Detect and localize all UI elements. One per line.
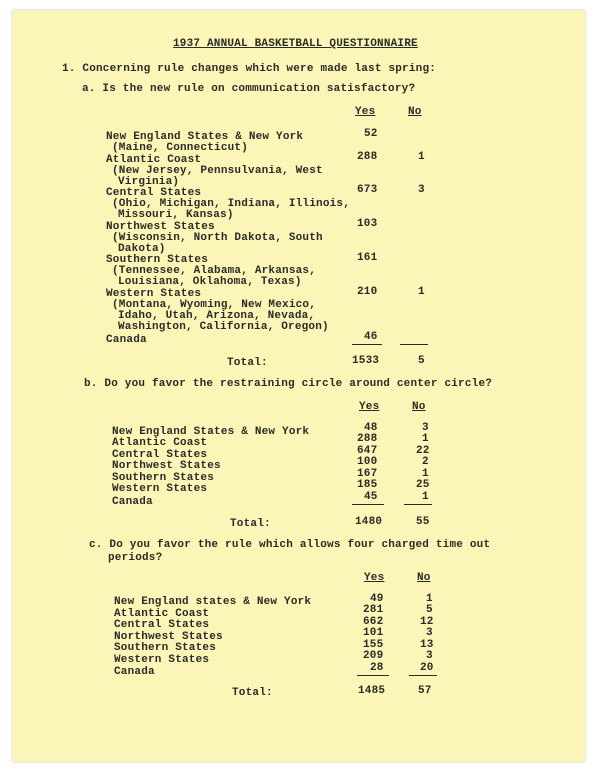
a-line: Atlantic Coast [106, 154, 202, 166]
b-region: Central States [112, 449, 208, 461]
a-line: Idaho, Utah, Arizona, Nevada, [118, 310, 316, 322]
a-line: Missouri, Kansas) [118, 209, 234, 221]
c-no-value: 13 [420, 639, 434, 651]
c-total-yes: 1485 [358, 685, 386, 697]
a-yes-header: Yes [355, 106, 376, 118]
c-yes-total-rule [357, 675, 389, 676]
c-yes-header: Yes [364, 572, 385, 584]
c-yes-value: 155 [363, 639, 384, 651]
b-yes-total-rule [352, 504, 384, 505]
a-yes-value: 46 [364, 331, 378, 343]
a-total-yes: 1533 [352, 355, 380, 367]
b-no-value: 1 [422, 468, 429, 480]
c-total-label: Total: [232, 687, 273, 699]
a-line: (New Jersey, Pennsulvania, West [112, 165, 323, 177]
a-line: (Tennessee, Alabama, Arkansas, [112, 265, 317, 277]
b-region: Northwest States [112, 460, 221, 472]
c-yes-value: 209 [363, 650, 384, 662]
c-no-value: 3 [426, 627, 433, 639]
c-region: Canada [114, 666, 155, 678]
a-yes-value: 288 [357, 151, 378, 163]
b-yes-value: 167 [357, 468, 378, 480]
c-no-value: 12 [420, 616, 434, 628]
b-yes-value: 185 [357, 479, 378, 491]
a-line: (Maine, Connecticut) [112, 142, 249, 154]
a-line: Washington, California, Oregon) [118, 321, 329, 333]
c-no-value: 20 [420, 662, 434, 674]
b-no-value: 1 [422, 491, 429, 503]
b-no-value: 3 [422, 422, 429, 434]
a-line: Louisiana, Oklahoma, Texas) [118, 276, 302, 288]
b-yes-value: 48 [364, 422, 378, 434]
b-no-value: 25 [416, 479, 430, 491]
a-total-label: Total: [227, 357, 268, 369]
c-no-total-rule [409, 675, 437, 676]
page-title: 1937 ANNUAL BASKETBALL QUESTIONNAIRE [173, 38, 418, 50]
a-yes-value: 52 [364, 128, 378, 140]
question-1: 1. Concerning rule changes which were made last spring: [62, 63, 437, 75]
b-yes-header: Yes [359, 401, 380, 413]
b-yes-value: 288 [357, 433, 378, 445]
b-total-yes: 1480 [355, 516, 383, 528]
a-line: Southern States [106, 254, 209, 266]
document-page [12, 10, 585, 762]
a-yes-value: 673 [357, 184, 378, 196]
a-no-value: 1 [418, 286, 425, 298]
a-no-value: 1 [418, 151, 425, 163]
c-region: Atlantic Coast [114, 608, 210, 620]
a-yes-total-rule [352, 344, 382, 345]
c-region: Northwest States [114, 631, 223, 643]
c-no-value: 3 [426, 650, 433, 662]
b-region: Western States [112, 483, 208, 495]
c-no-value: 1 [426, 593, 433, 605]
a-line: Northwest States [106, 221, 215, 233]
a-no-total-rule [400, 344, 428, 345]
question-a: a. Is the new rule on communication satisfactory? [82, 83, 416, 95]
b-total-label: Total: [230, 518, 271, 530]
a-line: Western States [106, 288, 202, 300]
c-yes-value: 101 [363, 627, 384, 639]
a-total-no: 5 [418, 355, 425, 367]
a-no-header: No [408, 106, 422, 118]
b-region: New England States & New York [112, 426, 310, 438]
a-line: Virginia) [118, 176, 180, 188]
a-line: New England States & New York [106, 131, 304, 143]
c-region: New England states & New York [114, 596, 312, 608]
b-no-header: No [412, 401, 426, 413]
a-line: (Wisconsin, North Dakota, South [112, 232, 323, 244]
question-b: b. Do you favor the restraining circle around center circle? [84, 378, 493, 390]
b-no-value: 1 [422, 433, 429, 445]
b-yes-value: 100 [357, 456, 378, 468]
a-line: (Montana, Wyoming, New Mexico, [112, 299, 317, 311]
b-no-value: 22 [416, 445, 430, 457]
a-yes-value: 103 [357, 218, 378, 230]
c-no-header: No [417, 572, 431, 584]
question-c-line1: c. Do you favor the rule which allows four charged time out [89, 539, 491, 551]
c-no-value: 5 [426, 604, 433, 616]
c-region: Southern States [114, 642, 217, 654]
a-line: Central States [106, 187, 202, 199]
b-region: Southern States [112, 472, 215, 484]
b-yes-value: 647 [357, 445, 378, 457]
b-yes-value: 45 [364, 491, 378, 503]
c-yes-value: 281 [363, 604, 384, 616]
a-line: Canada [106, 334, 147, 346]
b-total-no: 55 [416, 516, 430, 528]
c-yes-value: 49 [370, 593, 384, 605]
b-no-total-rule [404, 504, 432, 505]
a-line: (Ohio, Michigan, Indiana, Illinois, [112, 198, 351, 210]
c-yes-value: 28 [370, 662, 384, 674]
b-region: Canada [112, 496, 153, 508]
a-no-value: 3 [418, 184, 425, 196]
b-no-value: 2 [422, 456, 429, 468]
a-yes-value: 161 [357, 252, 378, 264]
b-region: Atlantic Coast [112, 437, 208, 449]
c-total-no: 57 [418, 685, 432, 697]
c-region: Western States [114, 654, 210, 666]
a-line: Dakota) [118, 243, 166, 255]
c-region: Central States [114, 619, 210, 631]
question-c-line2: periods? [108, 552, 163, 564]
c-yes-value: 662 [363, 616, 384, 628]
a-yes-value: 210 [357, 286, 378, 298]
